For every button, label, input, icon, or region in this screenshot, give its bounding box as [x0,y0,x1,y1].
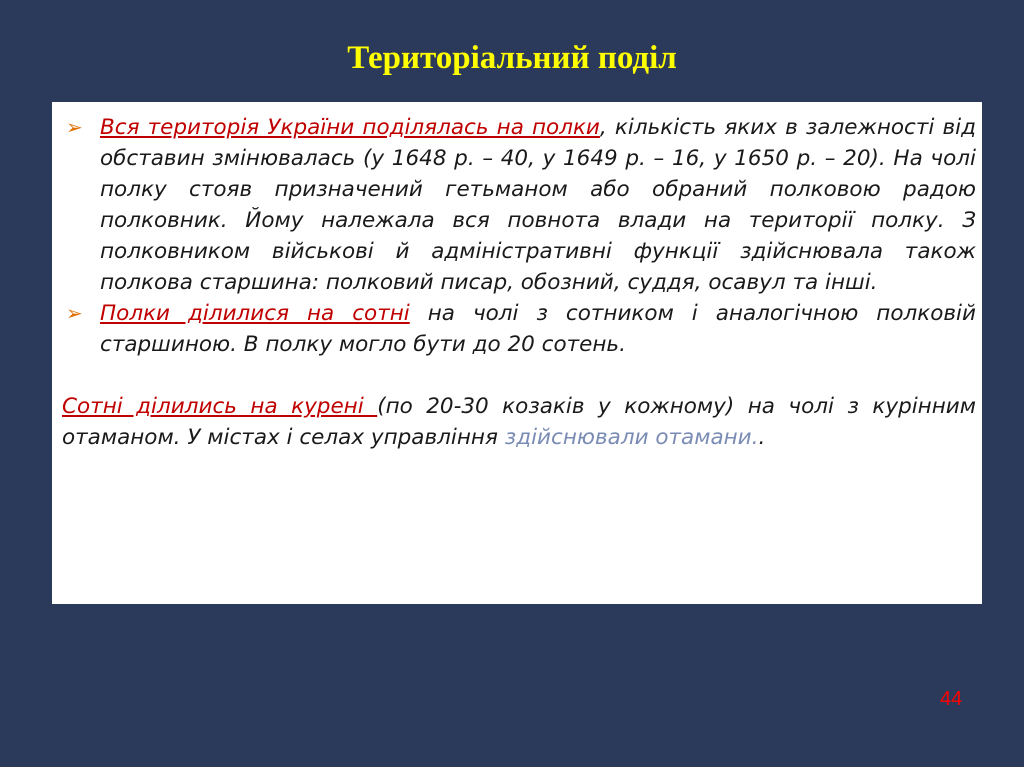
text-block [62,112,976,453]
bullet-1-text: , кількість яких в залежності від обставин змінювалась (у 1648 р. – 40, у 1649 р. – 16, у 1650 р. – 20). На чолі полку стояв призначений гетьманом або обраний полковою радою полковник. Йому належала вся повнота влади на території полку. З полковником військові й адміністративні функції здійснювала також полкова старшина: полковий писар, обозний, суддя, осавул та інші. [100,115,976,295]
bullet-item-2 [62,298,976,360]
bullet-1-highlight: Вся територія України поділялась на полки [100,115,600,140]
arrow-bullet-icon: ➢ [66,301,83,325]
paragraph-kurin [62,391,976,453]
bullet-2-text: на чолі з сотником і аналогічною полковій старшиною. В полку могло бути до 20 сотень. [100,301,976,357]
page-number: 44 [940,688,963,710]
paragraph-highlight: Сотні ділились на курені [62,394,378,419]
paragraph-trailing: . [758,425,766,450]
bullet-2-highlight: Полки ділилися на сотні [100,301,410,326]
slide-title: Територіальний поділ [347,40,677,76]
paragraph-text: (по 20-30 козаків у кожному) на чолі з курінним отаманом. У містах і селах управління [62,394,976,450]
arrow-bullet-icon: ➢ [66,115,83,139]
paragraph-overflow-text: здійснювали отамани. [504,425,759,450]
bullet-item-1 [62,112,976,298]
